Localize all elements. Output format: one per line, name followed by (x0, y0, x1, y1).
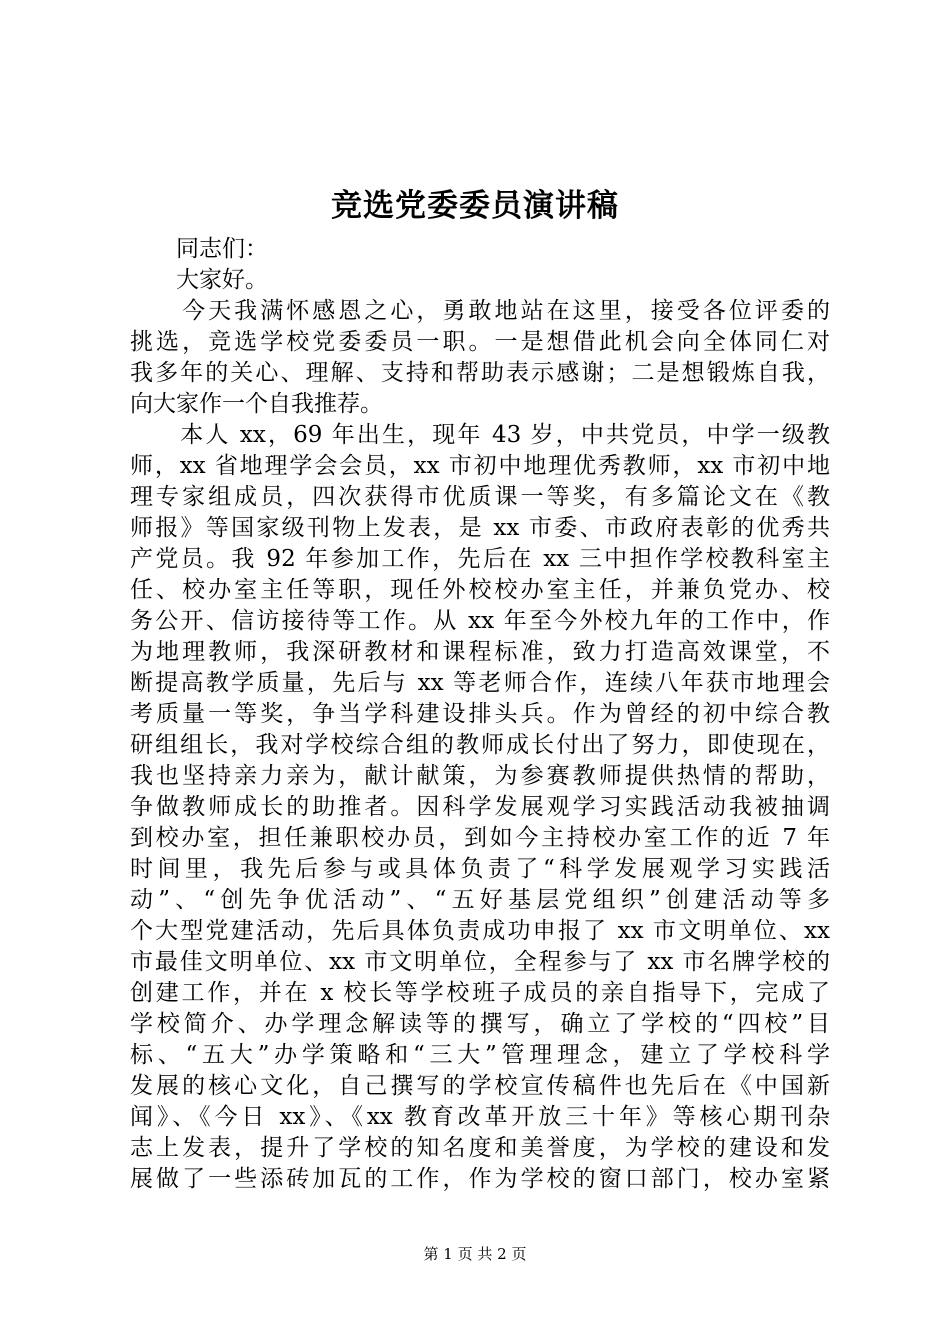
text-line: 考质量一等奖，争当学科建设排头兵。作为曾经的初中综合教 (130, 701, 830, 727)
text-line: 标、“五大”办学策略和“三大”管理理念，建立了学校科学 (130, 1042, 830, 1068)
text-line: 理专家组成员，四次获得市优质课一等奖，有多篇论文在《教 (130, 484, 830, 510)
text-line: 挑选，竞选学校党委委员一职。一是想借此机会向全体同仁对 (130, 329, 830, 355)
text-line: 师报》等国家级刊物上发表，是 xx 市委、市政府表彰的优秀共 (130, 515, 830, 541)
text-line: 研组组长，我对学校综合组的教师成长付出了努力，即使现在， (130, 732, 830, 758)
text-line: 任、校办室主任等职，现任外校校办室主任，并兼负党办、校 (130, 577, 830, 603)
text-line: 时间里，我先后参与或具体负责了“科学发展观学习实践活 (130, 856, 830, 882)
text-line: 动”、“创先争优活动”、“五好基层党组织”创建活动等多 (130, 887, 830, 913)
text-line: 为地理教师，我深研教材和课程标准，致力打造高效课堂，不 (130, 639, 830, 665)
text-line: 闻》、《今日 xx》、《xx 教育改革开放三十年》等核心期刊杂 (130, 1104, 830, 1130)
text-line: 到校办室，担任兼职校办员，到如今主持校办室工作的近 7 年 (130, 825, 830, 851)
text-line: 市最佳文明单位、xx 市文明单位，全程参与了 xx 市名牌学校的 (130, 949, 830, 975)
text-line: 大家好。 (130, 267, 268, 293)
document-body (130, 234, 830, 1195)
document-title: 竞选党委委员演讲稿 (331, 188, 619, 224)
text-line: 争做教师成长的助推者。因科学发展观学习实践活动我被抽调 (130, 794, 830, 820)
text-line: 学校简介、办学理念解读等的撰写，确立了学校的“四校”目 (130, 1011, 830, 1037)
text-line: 创建工作，并在 x 校长等学校班子成员的亲自指导下，完成了 (130, 980, 830, 1006)
text-line: 我也坚持亲力亲为，献计献策，为参赛教师提供热情的帮助， (130, 763, 830, 789)
text-line: 断提高教学质量，先后与 xx 等老师合作，连续八年获市地理会 (130, 670, 830, 696)
text-line: 同志们： (130, 236, 268, 262)
text-line: 我多年的关心、理解、支持和帮助表示感谢；二是想锻炼自我， (130, 360, 830, 386)
page-footer: 第 1 页 共 2 页 (423, 1245, 527, 1263)
text-line: 产党员。我 92 年参加工作，先后在 xx 三中担作学校教科室主 (130, 546, 830, 572)
text-line: 本人 xx，69 年出生，现年 43 岁，中共党员，中学一级教 (130, 422, 830, 448)
text-line: 个大型党建活动，先后具体负责成功申报了 xx 市文明单位、xx (130, 918, 830, 944)
text-line: 志上发表，提升了学校的知名度和美誉度，为学校的建设和发 (130, 1135, 830, 1161)
text-line: 务公开、信访接待等工作。从 xx 年至今外校九年的工作中，作 (130, 608, 830, 634)
text-line: 发展的核心文化，自己撰写的学校宣传稿件也先后在《中国新 (130, 1073, 830, 1099)
text-line: 展做了一些添砖加瓦的工作，作为学校的窗口部门，校办室紧 (130, 1166, 830, 1192)
text-line: 向大家作一个自我推荐。 (130, 391, 383, 417)
text-line: 今天我满怀感恩之心，勇敢地站在这里，接受各位评委的 (130, 298, 830, 324)
text-line: 师，xx 省地理学会会员，xx 市初中地理优秀教师，xx 市初中地 (130, 453, 830, 479)
